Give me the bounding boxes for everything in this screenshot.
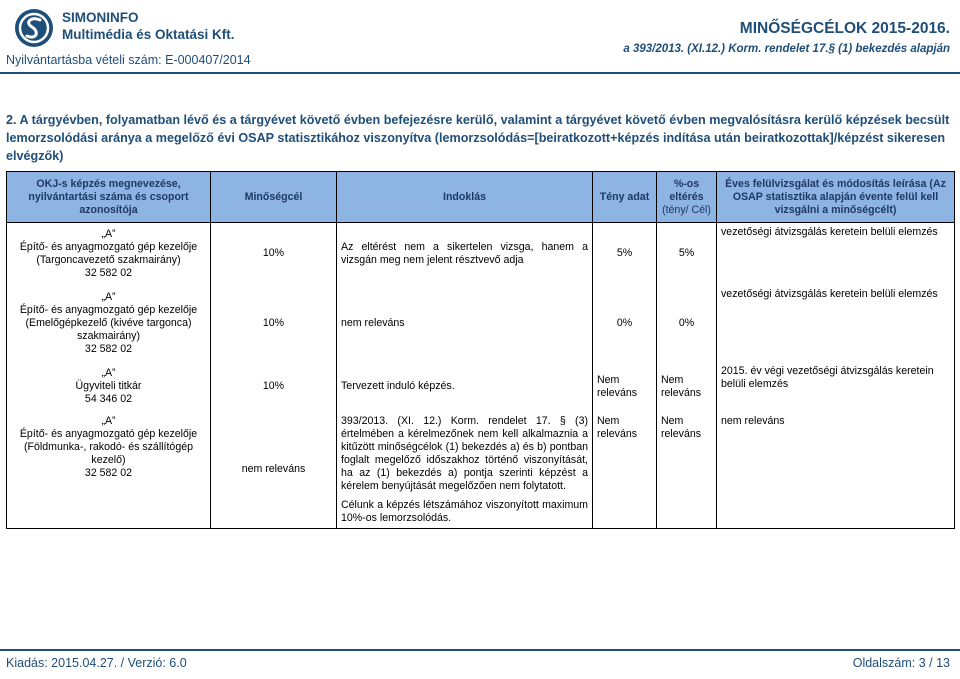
issue-version: Kiadás: 2015.04.27. / Verzió: 6.0 <box>6 656 187 670</box>
section-heading: 2. A tárgyévben, folyamatban lévő és a tárgyévet követő évben befejezésre kerülő, valamint a tárgyévet követő évben megvalósításra kerülő képzések becsült lemorzsolódási aránya a megelőző évi OSAP statisztikához viszonyítva (lemorzsolódás=[beiratkozott+képzés indítása után beiratkozottak]/képzést sikeresen elvégzők) <box>6 113 950 163</box>
deviation-cell: 0% <box>657 285 717 362</box>
goal-cell: 10% <box>211 223 337 285</box>
goal-cell: 10% <box>211 285 337 362</box>
reason-cell: Az eltérést nem a sikertelen vizsga, hanem a vizsgán meg nem jelent résztvevő adja <box>337 223 593 285</box>
col-header-goal: Minőségcél <box>211 172 337 223</box>
page-header <box>0 0 960 76</box>
training-name-cell: „A” Ügyviteli titkár 54 346 02 <box>7 362 211 412</box>
document-title: MINŐSÉGCÉLOK 2015-2016. <box>739 20 950 37</box>
training-name-cell: „A” Építő- és anyagmozgató gép kezelője (Targoncavezető szakmairány) 32 582 02 <box>7 223 211 285</box>
col-header-reason: Indoklás <box>337 172 593 223</box>
goal-cell: 10% <box>211 362 337 412</box>
training-name-cell: „A” Építő- és anyagmozgató gép kezelője (Emelőgépkezelő (kivéve targonca) szakmairány) 32 582 02 <box>7 285 211 362</box>
actual-cell: Nem releváns <box>593 362 657 412</box>
registration-number: Nyilvántartásba vételi szám: E-000407/2014 <box>6 53 251 67</box>
document-subtitle: a 393/2013. (XI.12.) Korm. rendelet 17.§ (1) bekezdés alapján <box>623 43 950 55</box>
col-header-review: Éves felülvizsgálat és módosítás leírása (Az OSAP statisztika alapján évente felül kell vizsgálni a minőségcélt) <box>717 172 955 223</box>
table-row <box>7 223 955 285</box>
company-name: SIMONINFO <box>62 10 139 25</box>
footer-divider <box>0 649 960 651</box>
reason-cell: Tervezett induló képzés. <box>337 362 593 412</box>
table-row <box>7 362 955 412</box>
deviation-cell: 5% <box>657 223 717 285</box>
training-name-cell: „A” Építő- és anyagmozgató gép kezelője (Földmunka-, rakodó- és szállítógép kezelő) 32 582 02 <box>7 412 211 529</box>
table-row <box>7 285 955 362</box>
simoninfo-logo-icon <box>14 8 54 48</box>
actual-cell: Nem releváns <box>593 412 657 529</box>
col-header-deviation: %-os eltérés (tény/ Cél) <box>657 172 717 223</box>
reason-cell: nem releváns <box>337 285 593 362</box>
review-cell: 2015. év végi vezetőségi átvizsgálás keretein belüli elemzés <box>717 362 955 412</box>
company-subtitle: Multimédia és Oktatási Kft. <box>62 27 235 42</box>
header-divider <box>0 72 960 74</box>
review-cell: nem releváns <box>717 412 955 529</box>
reason-cell: 393/2013. (XI. 12.) Korm. rendelet 17. § (3) értelmében a kérelmezőnek nem kell alkalmaznia a kitűzött minőségcélok (1) bekezdés a) és b) pontban foglalt megelőző időszakhoz történő viszonyítását, ha az (1) bekezdés a) pontja szerinti képzést a kérelem benyújtását megelőzően nem folytatott. Célunk a képzés létszámához viszonyított maximum 10%-os lemorzsolódás. <box>337 412 593 529</box>
col-header-actual: Tény adat <box>593 172 657 223</box>
goal-cell: nem releváns <box>211 412 337 529</box>
col-header-name: OKJ-s képzés megnevezése, nyilvántartási száma és csoport azonosítója <box>7 172 211 223</box>
review-cell: vezetőségi átvizsgálás keretein belüli elemzés <box>717 285 955 362</box>
actual-cell: 5% <box>593 223 657 285</box>
review-cell: vezetőségi átvizsgálás keretein belüli elemzés <box>717 223 955 285</box>
actual-cell: 0% <box>593 285 657 362</box>
page-number: Oldalszám: 3 / 13 <box>852 656 950 670</box>
dropout-rate-table <box>6 171 955 529</box>
table-header-row <box>7 172 955 223</box>
table-row <box>7 412 955 529</box>
deviation-cell: Nem releváns <box>657 362 717 412</box>
deviation-cell: Nem releváns <box>657 412 717 529</box>
